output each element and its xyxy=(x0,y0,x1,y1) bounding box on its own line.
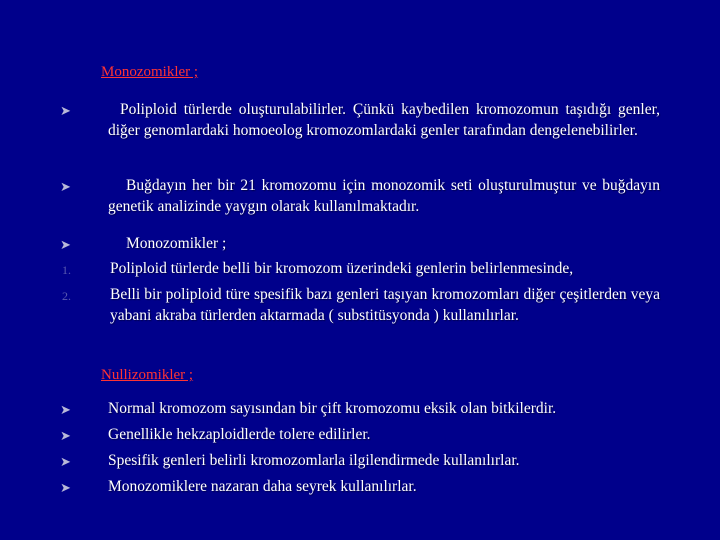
arrowhead-bullet-icon: ➤ xyxy=(60,103,71,118)
numbered-text: Poliploid türlerde belli bir kromozom üzerindeki genlerin belirlenmesinde, xyxy=(110,260,574,277)
bullet-text: Poliploid türlerde oluşturulabilirler. Çünkü kaybedilen kromozomun taşıdığı genler, diğer genomlardaki homoeolog kromozomlardaki genler tarafından dengelenebilirler. xyxy=(108,101,660,139)
number-marker: 1. xyxy=(62,263,71,277)
heading-monozomikler: Monozomikler ; xyxy=(101,64,199,80)
bullet-item xyxy=(60,234,660,255)
bullet-text: Normal kromozom sayısından bir çift kromozomu eksik olan bitkilerdir. xyxy=(108,400,557,417)
numbered-item xyxy=(60,285,660,326)
bullet-text: Monozomiklere nazaran daha seyrek kullanılırlar. xyxy=(108,478,417,495)
bullet-text: Genellikle hekzaploidlerde tolere edilirler. xyxy=(108,426,371,443)
bullet-item xyxy=(60,399,660,420)
heading-nullizomikler: Nullizomikler ; xyxy=(101,367,194,383)
arrowhead-bullet-icon: ➤ xyxy=(60,237,71,252)
numbered-item xyxy=(60,259,660,280)
bullet-item xyxy=(60,477,660,498)
numbered-text: Belli bir poliploid türe spesifik bazı genleri taşıyan kromozomları diğer çeşitlerden veya yabani akraba türlerden aktarmada ( substitüsyonda ) kullanılırlar. xyxy=(110,286,660,324)
bullet-item xyxy=(60,451,660,472)
bullet-text: Monozomikler ; xyxy=(126,235,227,252)
arrowhead-bullet-icon: ➤ xyxy=(60,454,71,469)
arrowhead-bullet-icon: ➤ xyxy=(60,179,71,194)
arrowhead-bullet-icon: ➤ xyxy=(60,480,71,495)
bullet-item xyxy=(60,100,660,141)
arrowhead-bullet-icon: ➤ xyxy=(60,428,71,443)
number-marker: 2. xyxy=(62,289,71,303)
bullet-text: Spesifik genleri belirli kromozomlarla ilgilendirmede kullanılırlar. xyxy=(108,452,520,469)
bullet-text: Buğdayın her bir 21 kromozomu için monozomik seti oluşturulmuştur ve buğdayın genetik analizinde yaygın olarak kullanılmaktadır. xyxy=(108,177,660,215)
arrowhead-bullet-icon: ➤ xyxy=(60,402,71,417)
bullet-item xyxy=(60,176,660,217)
bullet-item xyxy=(60,425,660,446)
